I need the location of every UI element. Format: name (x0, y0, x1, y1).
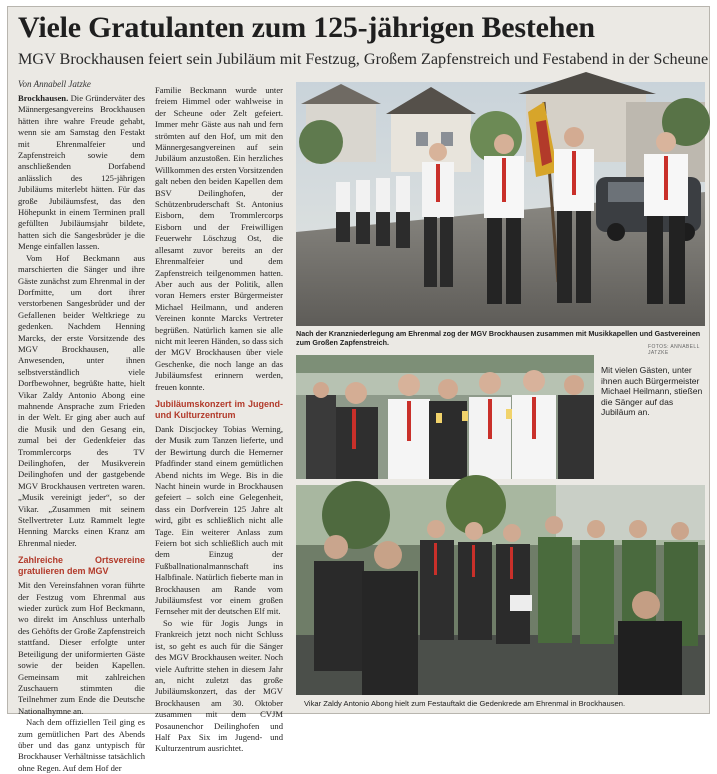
toast-photo-caption: Mit vielen Gästen, unter ihnen auch Bürgermeister Michael Heilmann, stießen die Sänger auf das Jubiläum an. (601, 365, 703, 417)
memorial-photo (296, 485, 705, 695)
newspaper-clipping (7, 6, 710, 773)
article-column-1 (18, 93, 145, 773)
article-headline: Viele Gratulanten zum 125-jährigen Bestehen (18, 11, 595, 44)
column2-paragraph-2: Dank Discjockey Tobias Werning, der Musik zum Tanzen lieferte, und der Bewirtung durch die Hemerner Pfadfinder stand einem gemütlichen Abend nichts im Wege. Bis in die Nacht hinein wurde in Brockhausen gefeiert – solch eine Gelegenheit, dass ein Dorfverein 125 Jahre alt wird, gibt es schließlich nicht alle Tage. Ein weiterer Anlass zum Feiern bot sich schließlich auch mit dem Einzug der Fußballnationalmannschaft ins Halbfinale. Natürlich fieberte man in Brockhausen am Rande vom Jubiläumsfest vor einem großen Fernseher mit der deutschen Elf mit. (155, 423, 283, 617)
parade-photo (296, 82, 705, 326)
memorial-photo-caption: Vikar Zaldy Antonio Abong hielt zum Festauftakt die Gedenkrede am Ehrenmal in Brockhausen. (304, 699, 626, 708)
column2-subheading: Jubiläumskonzert im Jugend- und Kulturzentrum (155, 398, 283, 420)
column1-paragraph-4: Nach dem offiziellen Teil ging es zum gemütlichen Part des Abends über und das ganz untypisch für Brockhauser Verhältnisse tatsächlich ohne Regen. Auf dem Hof der (18, 717, 145, 773)
column2-paragraph-1: Familie Beckmann wurde unter freiem Himmel oder wahlweise in der Scheune oder Zelt gefeiert. Immer mehr Gäste aus nah und fern strömten auf den Hof, um mit den Männergesangvereinen auf sein Jubiläum anzustoßen. Ein herzliches Willkommen des ersten Vorsitzenden galt neben den beiden Kapellen dem BSV Deilinghofen, der Schützenbruderschaft St. Antonius Eisborn, dem Trommlercorps Eisborn und der Freiwilligen Feuerwehr Löschzug Ost, die allesamt zuvor bereits an der Ehrenmalfeier und dem Zapfenstreich teilgenommen hatten. Aber auch aus der Politik, allen voran Hemers erster Bürgermeister Michael Heilmann, und anderen Vereinen konnte Marcks Vertreter begrüßen. Natürlich kamen sie alle nicht mit leeren Händen, so dass sich der MGV Brockhausen über viele Geschenke, die noch lange an das Jubiläumsfest erinnern werden, freuen konnte. (155, 85, 283, 392)
column2-paragraph-3: So wie für Jogis Jungs in Frankreich jetzt noch nicht Schluss ist, so geht es auch für die Sänger des MGV Brockhausen weiter. Noch viele Auftritte stehen in diesem Jahr an, nicht zuletzt das große Jubiläumskonzert, das der MGV Brockhausen am 30. Oktober zusammen mit dem CVJM Posaunenchor Deilinghofen und Half Pax Six im Jugend- und Kulturzentrum ausrichtet. (155, 617, 283, 754)
column1-paragraph-2: Vom Hof Beckmann aus marschierten die Sänger und ihre Gäste zunächst zum Ehrenmal in der Dorfmitte, um dort ihrer verstorbenen Sangesbrüder und der Gefallenen beider Weltkriege zu gedenken. Nachdem Henning Marcks, der erste Vorsitzende des MGV Brockhausen, alle Anwesenden, unter ihnen selbstverständlich viele Dorfbewohner, begrüßte hatte, hielt Vikar Zaldy Antonio Abong eine mahnende Ansprache zum Frieden in der Welt. Er ging aber auch auf die Musik und den Gesang ein, zumal bei der Gedenkfeier das Trommlercorps des TV Deilinghofen, der Musikverein Deilinghofen und der gastgebende MGV Brockhausen vertreten waren. „Musik vereinigt jeder“, so der Vikar. „Zusammen mit seinem Stellvertreter Lutz Rammelt legte Henning Marcks einen Kranz am Ehrenmal nieder. (18, 252, 145, 548)
article-subheadline: MGV Brockhausen feiert sein Jubiläum mit Festzug, Großem Zapfenstreich und Festabend in der Scheune (18, 50, 709, 68)
article-column-2 (155, 85, 283, 754)
photo-credit: FOTOS: ANNABELL JATZKE (648, 344, 700, 356)
column1-paragraph-1: Brockhausen. Die Gründerväter des Männergesangvereins Brockhausen hätten ihre wahre Freude gehabt, wenn sie am Samstag den Festakt mit Ehrenmalfeier und Zapfenstreich sowie dem anschließenden Dorfabend anlässlich des 125-jährigen Jubiläums miterlebt hätten. Für das große Jubiläumsfest, das den Höhepunkt in einem Terminen prall gefüllten Jubiläumsjahr bildete, hatten sich die Sangesbrüder je die Menge einfallen lassen. (18, 93, 145, 252)
toast-photo (296, 355, 594, 479)
dateline: Brockhausen. (18, 93, 69, 103)
column1-paragraph-3: Mit den Vereinsfahnen voran führte der Festzug vom Ehrenmal aus wieder zurück zum Hof Beckmann, wo direkt im Anschluss unterhalb des Gehöfts der Große Zapfenstreich stattfand. Dieser erfolgte unter Beteiligung der uniformierten Gäste sowie der beiden Kapellen. Gemeinsam mit zahlreichen Zuschauern stimmten die Teilnehmer zum Ende die Deutsche Nationalhymne an. (18, 580, 145, 716)
parade-photo-caption: Nach der Kranzniederlegung am Ehrenmal zog der MGV Brockhausen zusammen mit Musikkapellen und Gastvereinen zum Großen Zapfenstreich. (296, 329, 701, 347)
article-byline: Von Annabell Jatzke (18, 79, 91, 89)
column1-subheading: Zahlreiche Ortsvereine gratulieren dem MGV (18, 555, 145, 577)
